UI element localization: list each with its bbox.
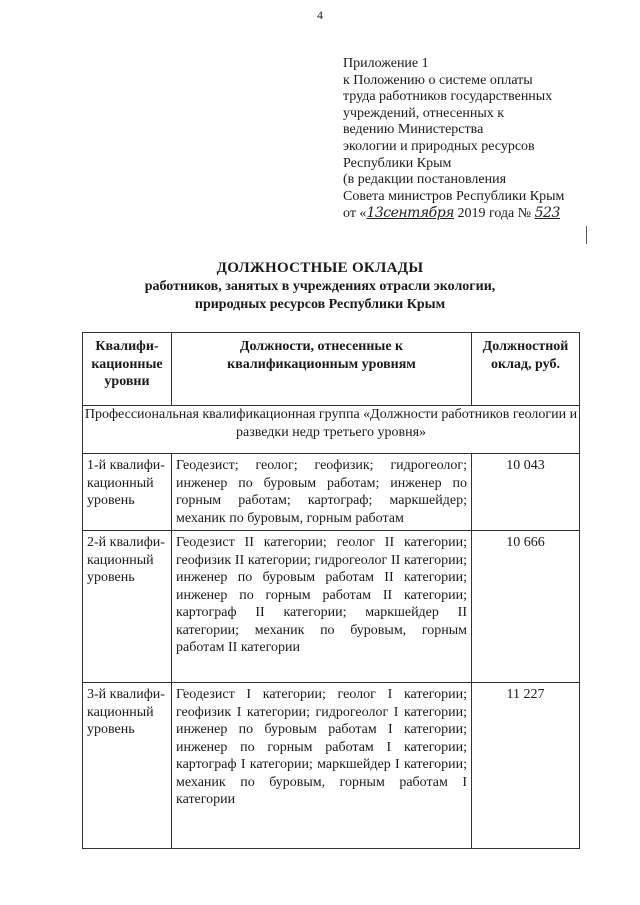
positions-cell: Геодезист II категории; геолог II категории; геофизик II категории; гидрогеолог II категории; инженер по буровым работам II категории; инженер по горным работам II категории; картограф II категории; маркшейдер II категории; механик по буровым, горным работам II категории	[172, 531, 472, 683]
appendix-line: экологии и природных ресурсов	[343, 138, 535, 154]
header-salary: Должностной оклад, руб.	[472, 333, 580, 406]
appendix-block	[343, 56, 635, 223]
appendix-line: к Положению о системе оплаты	[343, 72, 533, 88]
date-month: сентября	[383, 205, 454, 222]
date-prefix: от «	[343, 206, 367, 222]
document-title	[0, 258, 640, 314]
qualification-group-title: Профессиональная квалификационная группа «Должности работников геологии и разведки недр третьего уровня»	[83, 406, 580, 454]
date-day: 13	[366, 205, 384, 222]
appendix-line: ведению Министерства	[343, 122, 484, 138]
positions-cell: Геодезист; геолог; геофизик; гидрогеолог; инженер по буровым работам; инженер по горным работам; картограф; маркшейдер; механик по буровым, горным работам	[172, 454, 472, 531]
page-number: 4	[317, 8, 323, 22]
appendix-line: учреждений, отнесенных к	[343, 105, 505, 121]
salary-cell: 10 043	[472, 454, 580, 531]
appendix-line: (в редакции постановления	[343, 172, 507, 188]
table-header-row	[83, 333, 580, 406]
table-row	[83, 683, 580, 849]
appendix-line: Приложение 1	[343, 56, 429, 71]
title-subtitle-line: природных ресурсов Республики Крым	[194, 297, 446, 312]
level-cell: 3-й квалификационный уровень	[83, 683, 172, 849]
appendix-line: труда работников государственных	[343, 89, 553, 105]
date-year: 2019 года №	[457, 206, 532, 222]
title-main: ДОЛЖНОСТНЫЕ ОКЛАДЫ	[216, 260, 424, 276]
salary-cell: 11 227	[472, 683, 580, 849]
positions-cell: Геодезист I категории; геолог I категории; геофизик I категории; гидрогеолог I категории; инженер по буровым работам I категории; инженер по горным работам I категории; картограф I категории; маркшейдер I категории; механик по буровым, горным работам I категории	[172, 683, 472, 849]
salary-table	[82, 332, 580, 849]
pen-mark	[586, 226, 587, 244]
appendix-date-line	[343, 205, 635, 223]
table-row	[83, 531, 580, 683]
date-number: 523	[534, 205, 560, 222]
level-cell: 1-й квалификационный уровень	[83, 454, 172, 531]
salary-cell: 10 666	[472, 531, 580, 683]
table-row	[83, 454, 580, 531]
qualification-group-row	[83, 406, 580, 454]
level-cell: 2-й квалификационный уровень	[83, 531, 172, 683]
appendix-line: Совета министров Республики Крым	[343, 188, 565, 204]
appendix-line: Республики Крым	[343, 155, 452, 171]
title-subtitle-line: работников, занятых в учреждениях отрасли экологии,	[144, 279, 496, 294]
header-level: Квалификационные уровни	[83, 333, 172, 406]
header-positions: Должности, отнесенные к квалификационным уровням	[172, 333, 472, 406]
